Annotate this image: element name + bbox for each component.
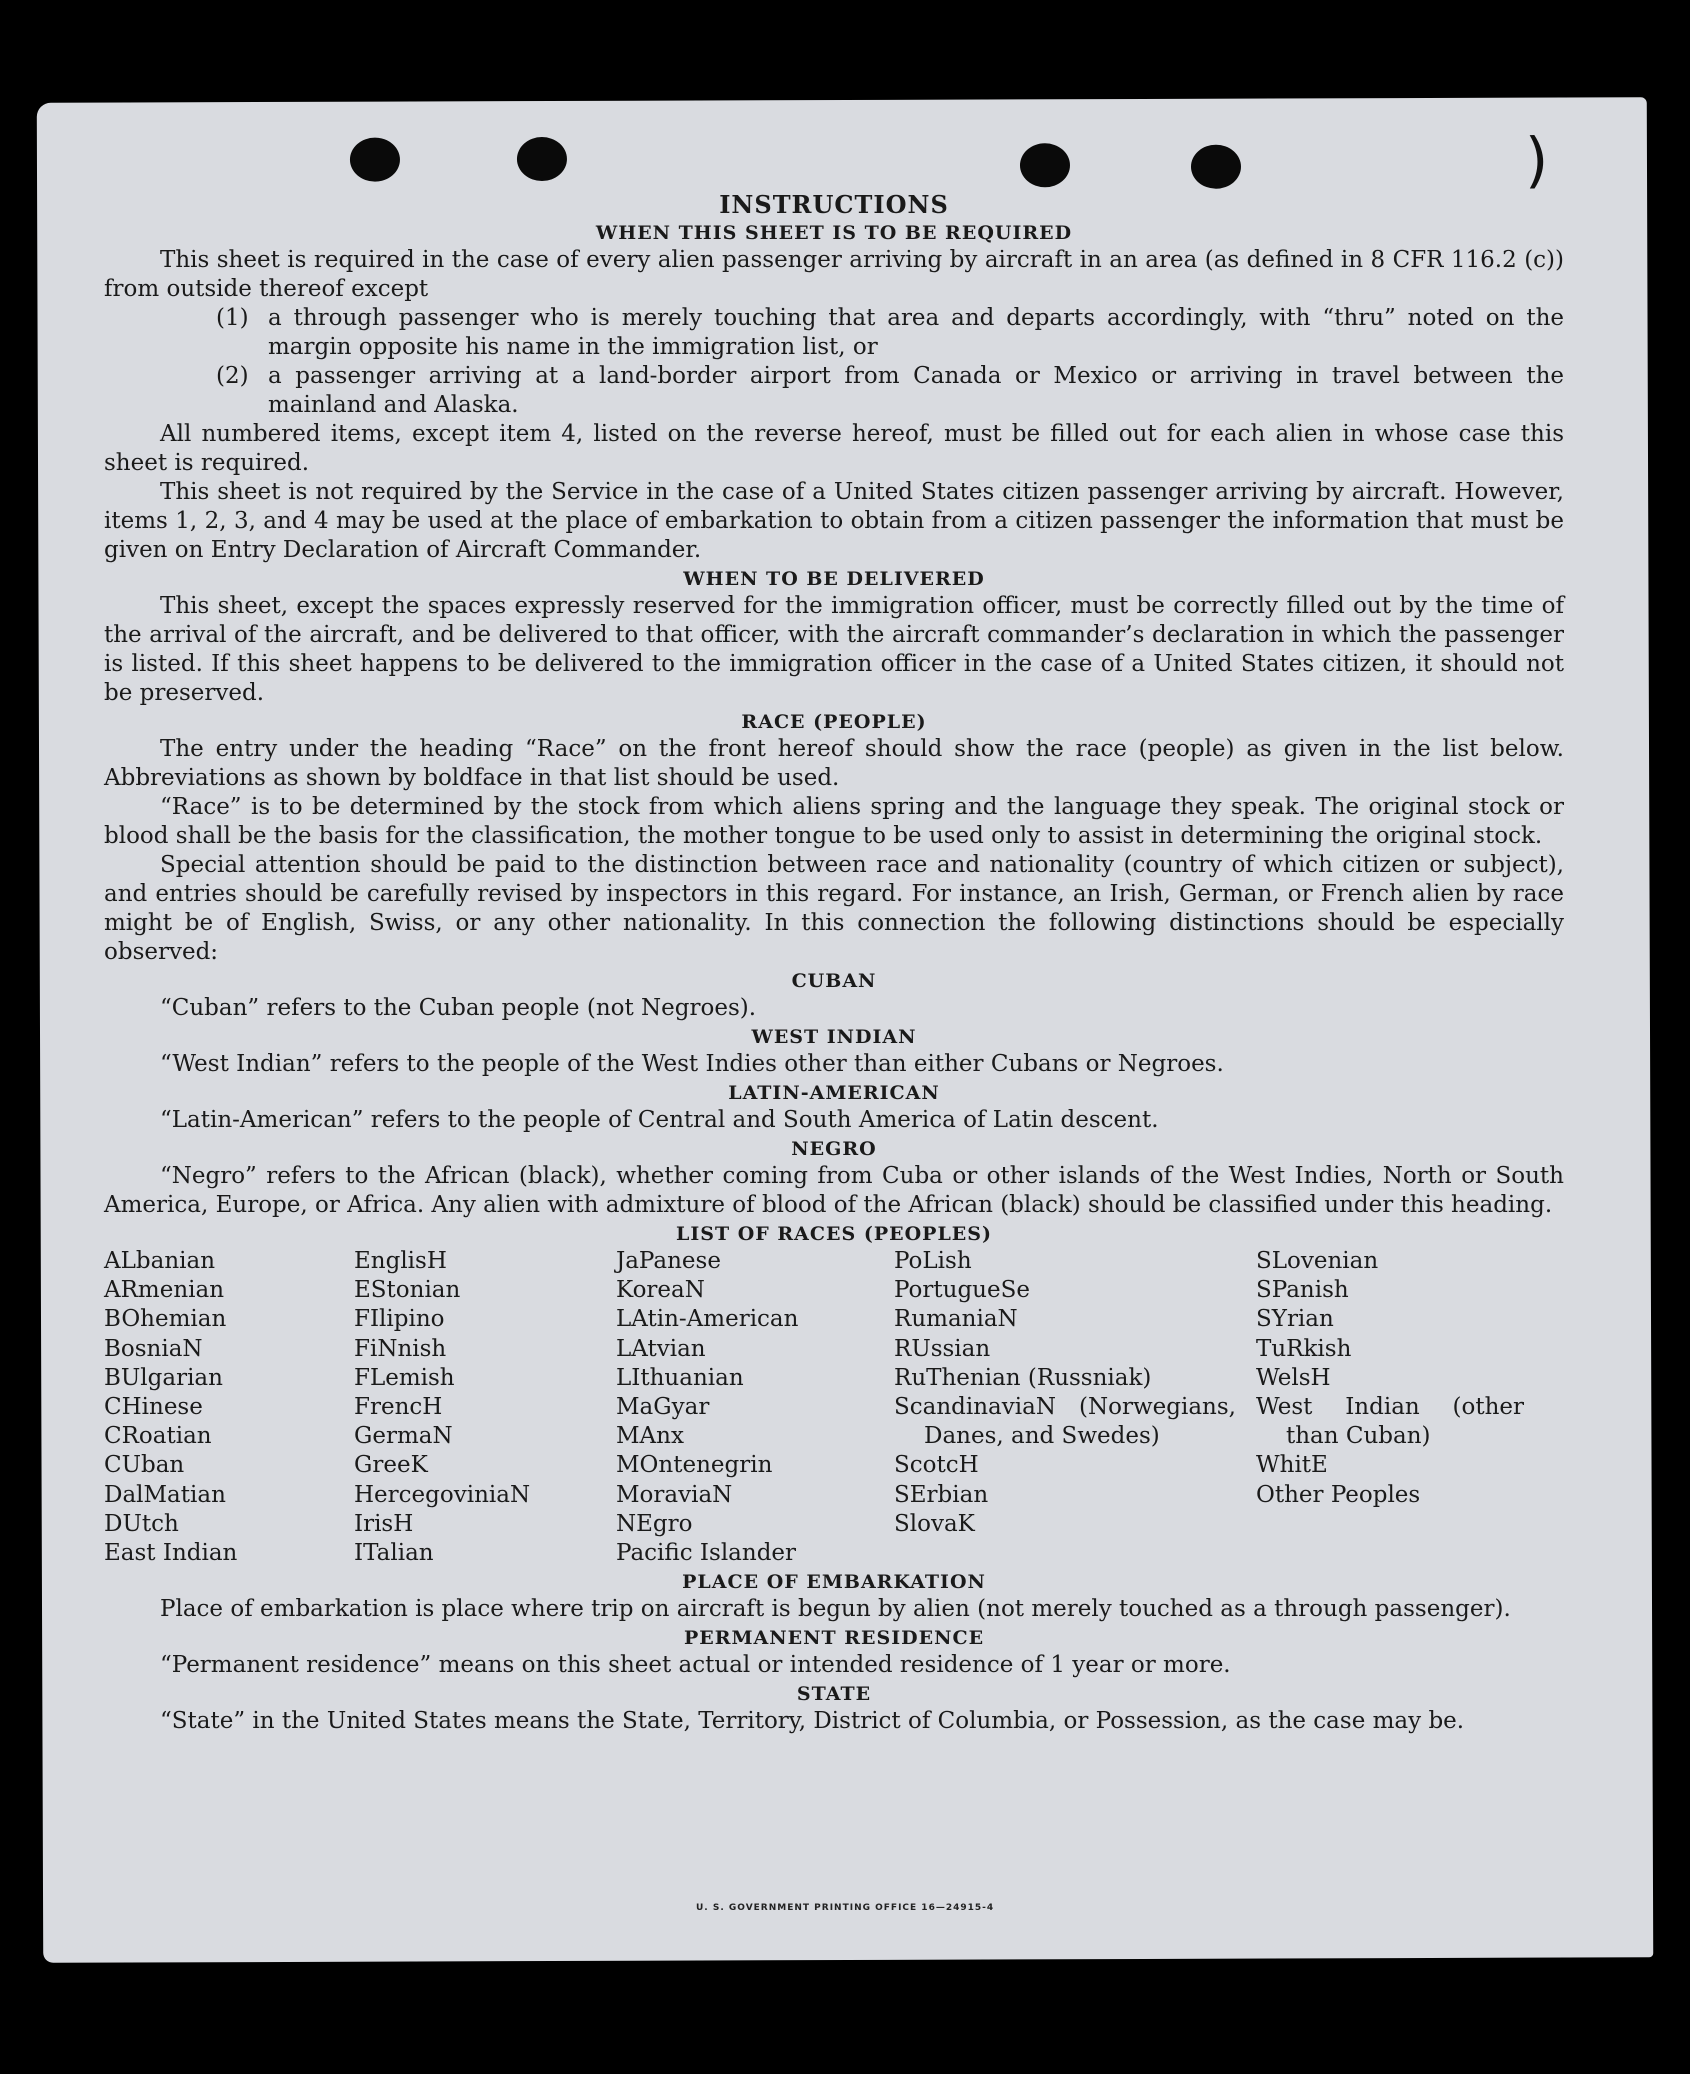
race-item: FiNnish — [354, 1335, 447, 1362]
race-item: LAtin-American — [616, 1306, 799, 1333]
race-item: DUtch — [104, 1510, 179, 1537]
race-item: HercegoviniaN — [354, 1481, 531, 1508]
race-item: EStonian — [354, 1277, 461, 1304]
heading-place-of-embarkation: PLACE OF EMBARKATION — [682, 1571, 986, 1594]
race-item: Pacific Islander — [616, 1540, 797, 1567]
race-item: MAnx — [616, 1423, 684, 1450]
race-item: FrencH — [354, 1394, 443, 1421]
race-item: CHinese — [104, 1394, 203, 1421]
race-item: NEgro — [616, 1510, 693, 1537]
race-item: MaGyar — [616, 1394, 710, 1421]
race-item: CUban — [104, 1452, 185, 1479]
race-item: RumaniaN — [894, 1306, 1018, 1333]
heading-cuban: CUBAN — [791, 970, 877, 992]
race-item: FIlipino — [354, 1306, 445, 1333]
race-item: EnglisH — [354, 1248, 447, 1274]
race-item: SYrian — [1256, 1306, 1334, 1333]
race-item: CRoatian — [104, 1423, 212, 1450]
paragraph-race-entry: The entry under the heading “Race” on the front hereof should show the race (people) as given in the list below. Abbreviations as shown by boldface in that list should be used. — [104, 736, 1564, 791]
paragraph-latin-american: “Latin-American” refers to the people of Central and South America of Latin descent. — [160, 1107, 1159, 1133]
item-text: a passenger arriving at a land-border airport from Canada or Mexico or arriving in travel between the mainland and Alaska. — [268, 363, 1564, 418]
race-item: ScandinaviaN (Norwegians, Danes, and Swedes) — [894, 1394, 1236, 1450]
races-column — [616, 1247, 894, 1568]
race-item: ScotcH — [894, 1452, 979, 1479]
race-item: West Indian (other than Cuban) — [1256, 1394, 1524, 1450]
paragraph-cuban: “Cuban” refers to the Cuban people (not Negroes). — [160, 995, 757, 1021]
heading-when-required: WHEN THIS SHEET IS TO BE REQUIRED — [595, 222, 1073, 244]
heading-permanent-residence: PERMANENT RESIDENCE — [683, 1627, 985, 1650]
printing-office-footer: U. S. GOVERNMENT PRINTING OFFICE 16—24915-4 — [696, 1903, 995, 1913]
race-item: GermaN — [354, 1423, 453, 1450]
punch-hole — [517, 137, 567, 181]
paragraph-required: This sheet is required in the case of every alien passenger arriving by aircraft in an area (as defined in 8 CFR 116.2 (c)) from outside thereof except — [104, 247, 1564, 302]
race-item: SErbian — [894, 1481, 989, 1508]
race-item: FLemish — [354, 1364, 455, 1391]
race-item: WelsH — [1256, 1364, 1331, 1391]
instructions-content — [104, 190, 1564, 1736]
races-list — [104, 1247, 1564, 1568]
race-item: SPanish — [1256, 1277, 1349, 1304]
race-item: MOntenegrin — [616, 1452, 773, 1479]
race-item: East Indian — [104, 1540, 238, 1567]
item-number: (2) — [216, 363, 249, 389]
races-column — [1256, 1247, 1524, 1568]
race-item: Other Peoples — [1256, 1481, 1421, 1508]
paragraph-residence: “Permanent residence” means on this sheet actual or intended residence of 1 year or more. — [160, 1652, 1231, 1679]
race-item: RUssian — [894, 1335, 991, 1362]
races-column — [354, 1247, 616, 1568]
race-item: LAtvian — [616, 1335, 706, 1362]
race-item: ITalian — [354, 1540, 434, 1567]
race-item: ALbanian — [104, 1248, 216, 1274]
heading-list-of-races: LIST OF RACES (PEOPLES) — [676, 1223, 992, 1245]
race-item: KoreaN — [616, 1277, 705, 1304]
races-column — [104, 1247, 354, 1568]
list-item — [216, 304, 1564, 362]
race-item: BOhemian — [104, 1306, 227, 1333]
paragraph-citizen: This sheet is not required by the Service in the case of a United States citizen passenger arriving by aircraft. However, items 1, 2, 3, and 4 may be used at the place of embarkation to obtain from a citizen passenger the information that must be given on Entry Declaration of Aircraft Commander. — [104, 479, 1564, 563]
race-item: SlovaK — [894, 1510, 975, 1537]
punch-hole — [1020, 143, 1070, 187]
race-item: DalMatian — [104, 1481, 226, 1508]
race-item: ARmenian — [104, 1277, 225, 1304]
paragraph-state: “State” in the United States means the State, Territory, District of Columbia, or Possession, as the case may be. — [160, 1708, 1465, 1735]
paragraph-race-nationality: Special attention should be paid to the distinction between race and nationality (country of which citizen or subject), and entries should be carefully revised by inspectors in this regard. For instance, an Irish, German, or French alien by race might be of English, Swiss, or any other nationality. In this connection the following distinctions should be especially observed: — [104, 852, 1564, 965]
heading-when-delivered: WHEN TO BE DELIVERED — [683, 568, 985, 590]
punch-hole — [1191, 145, 1241, 189]
paragraph-negro: “Negro” refers to the African (black), whether coming from Cuba or other islands of the West Indies, North or South America, Europe, or Africa. Any alien with admixture of blood of the African (black) should be classified under this heading. — [104, 1163, 1564, 1218]
paragraph-delivered: This sheet, except the spaces expressly reserved for the immigration officer, must be correctly filled out by the time of the arrival of the aircraft, and be delivered to that officer, with the aircraft commander’s declaration in which the passenger is listed. If this sheet happens to be delivered to the immigration officer in the case of a United States citizen, it should not be preserved. — [104, 593, 1564, 706]
heading-state: STATE — [796, 1683, 872, 1706]
heading-race: RACE (PEOPLE) — [741, 711, 927, 733]
list-item — [216, 362, 1564, 420]
races-column — [894, 1247, 1256, 1568]
race-item: MoraviaN — [616, 1481, 733, 1508]
race-item: SLovenian — [1256, 1248, 1379, 1274]
paragraph-numbered-items: All numbered items, except item 4, listed on the reverse hereof, must be filled out for each alien in whose case this sheet is required. — [104, 421, 1564, 476]
item-number: (1) — [216, 305, 249, 331]
race-item: PortugueSe — [894, 1277, 1030, 1304]
heading-negro: NEGRO — [791, 1138, 877, 1160]
paragraph-embarkation: Place of embarkation is place where trip on aircraft is begun by alien (not merely touched as a through passenger). — [160, 1596, 1511, 1623]
item-text: a through passenger who is merely touching that area and departs accordingly, with “thru” noted on the margin opposite his name in the immigration list, or — [268, 305, 1564, 360]
race-item: BosniaN — [104, 1335, 203, 1362]
race-item: TuRkish — [1256, 1335, 1352, 1362]
paragraph-race-stock: “Race” is to be determined by the stock from which aliens spring and the language they speak. The original stock or blood shall be the basis for the classification, the mother tongue to be used only to assist in determining the original stock. — [104, 794, 1564, 849]
race-item: JaPanese — [616, 1248, 721, 1274]
race-item: BUlgarian — [104, 1364, 223, 1391]
race-item: LIthuanian — [616, 1364, 744, 1391]
handwritten-page-mark: ) — [1524, 125, 1549, 196]
heading-latin-american: LATIN-AMERICAN — [728, 1082, 940, 1104]
race-item: GreeK — [354, 1452, 428, 1479]
punch-hole — [350, 138, 400, 182]
race-item: WhitE — [1256, 1452, 1328, 1479]
heading-west-indian: WEST INDIAN — [751, 1026, 917, 1048]
race-item: PoLish — [894, 1248, 972, 1274]
race-item: IrisH — [354, 1510, 414, 1537]
race-item: RuThenian (Russniak) — [894, 1364, 1152, 1391]
paragraph-west-indian: “West Indian” refers to the people of the West Indies other than either Cubans or Negroes. — [160, 1051, 1224, 1077]
page-title: INSTRUCTIONS — [719, 190, 949, 219]
